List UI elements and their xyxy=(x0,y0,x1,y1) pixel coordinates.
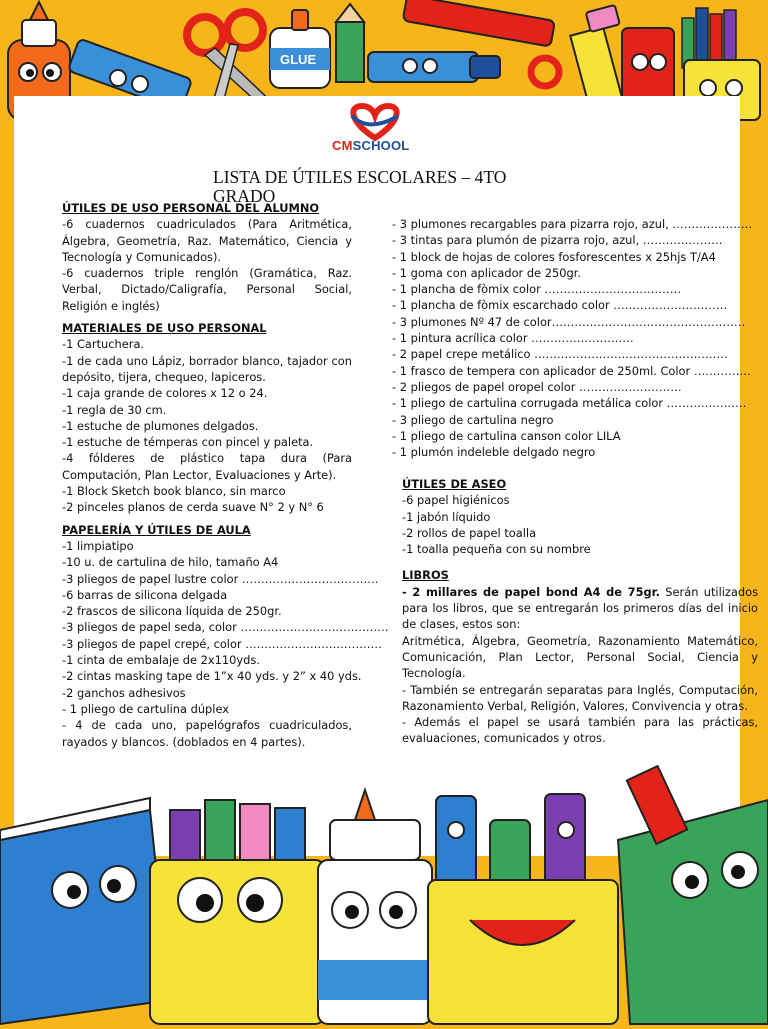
section-heading-libros: LIBROS xyxy=(402,568,449,583)
svg-text:GLUE: GLUE xyxy=(280,52,317,67)
libros-paragraph-3: - También se entregarán separatas para Inglés, Computación, Razonamiento Verbal, Religión, Valores, Convivencia y otras. xyxy=(402,682,758,713)
list-item: -2 frascos de silicona líquida de 250gr. xyxy=(62,604,282,619)
list-item: - 1 pliego de cartulina canson color LILA xyxy=(392,428,621,443)
list-item: -1 estuche de plumones delgados. xyxy=(62,418,259,433)
list-item: - 3 pliego de cartulina negro xyxy=(392,412,554,427)
list-item: -1 Block Sketch book blanco, sin marco xyxy=(62,484,286,499)
list-item: -1 estuche de témperas con pincel y paleta. xyxy=(62,435,314,450)
list-item: -2 pinceles planos de cerda suave N° 2 y N° 6 xyxy=(62,500,324,515)
list-item: - 1 plancha de fòmix escarchado color ………………………… xyxy=(392,298,728,313)
list-item: -1 caja grande de colores x 12 o 24. xyxy=(62,386,268,401)
right-column-list xyxy=(392,216,756,460)
pencil-character xyxy=(336,4,364,82)
list-item: -1 regla de 30 cm. xyxy=(62,402,167,417)
list-item: -6 papel higiénicos xyxy=(402,493,510,508)
school-supplies-bottom-illustration xyxy=(0,770,768,1024)
list-item: -6 cuadernos cuadriculados (Para Aritmética, Álgebra, Geometría, Raz. Matemático, Ciencia y Tecnología y Comunicados). xyxy=(62,217,352,264)
list-item: - 1 pintura acrílica color ……………………… xyxy=(392,331,634,346)
list-item: -3 pliegos de papel crepé, color ……………………………… xyxy=(62,636,382,651)
list-item: -2 cintas masking tape de 1”x 40 yds. y 2” x 40 yds. xyxy=(62,669,362,684)
book-character-right xyxy=(618,766,768,1024)
section-heading-papeleria: PAPELERÍA Y ÚTILES DE AULA xyxy=(62,522,251,537)
marker-box-character xyxy=(428,794,618,1024)
section-heading-personal: ÚTILES DE USO PERSONAL DEL ALUMNO xyxy=(62,201,320,215)
list-item: - 3 plumones recargables para pizarra rojo, azul, ………………… xyxy=(392,217,753,231)
list-item: -1 jabón líquido xyxy=(402,509,491,524)
list-item: -2 ganchos adhesivos xyxy=(62,685,186,700)
list-item: - 3 tintas para plumón de pizarra rojo, azul, ………………… xyxy=(392,233,723,248)
left-column xyxy=(62,200,389,750)
book-character-left xyxy=(0,798,170,1024)
list-item: -3 pliegos de papel lustre color ……………………………… xyxy=(62,571,379,586)
libros-bold-text: - 2 millares de papel bond A4 de 75gr. xyxy=(402,584,660,599)
libros-paragraph-4: - Además el papel se usará también para las prácticas, evaluaciones, comunicados y otros. xyxy=(402,715,758,746)
libros-paragraph-2: Aritmética, Álgebra, Geometría, Razonamiento Matemático, Comunicación, Plan Lector, Personal Social, Ciencia y Tecnología. xyxy=(402,633,758,681)
brand-name xyxy=(332,138,409,153)
section-heading-materiales: MATERIALES DE USO PERSONAL xyxy=(62,321,267,336)
list-item: -1 Cartuchera. xyxy=(62,337,145,352)
list-item: -6 cuadernos triple renglón (Gramática, Raz. Verbal, Dictado/Caligrafía, Personal Social, Religión e inglés) xyxy=(62,266,352,313)
list-item: - 1 pliego de cartulina corrugada metálica color ………………… xyxy=(392,396,747,411)
list-item: -2 rollos de papel toalla xyxy=(402,525,537,540)
bottom-decoration-frame xyxy=(0,770,768,1024)
page-title: LISTA DE ÚTILES ESCOLARES – 4TO GRADO xyxy=(213,167,507,206)
list-item: -4 fólderes de plástico tapa dura (Para Computación, Plan Lector, Evaluaciones y Arte). xyxy=(62,451,352,482)
list-item: - 1 plancha de fòmix color ……………………………… xyxy=(392,282,682,297)
list-item: - 1 plumón indeleble delgado negro xyxy=(392,445,596,460)
brand-school: SCHOOL xyxy=(352,138,410,153)
marker-character xyxy=(368,52,500,82)
libros-text: Serán utilizados para los libros, que se entregarán los primeros días del inicio de clases, estos son: xyxy=(402,584,758,632)
list-item: -6 barras de silicona delgada xyxy=(62,587,228,602)
list-item: - 1 frasco de tempera con aplicador de 250ml. Color …………… xyxy=(392,363,751,378)
crayon-box-character xyxy=(150,800,325,1024)
glue-bottle-character xyxy=(318,790,432,1024)
list-item: -3 pliegos de papel seda, color ………………………………… xyxy=(62,620,389,635)
list-item: -1 toalla pequeña con su nombre xyxy=(402,542,591,557)
right-column-sections xyxy=(402,476,758,747)
list-item: - 1 pliego de cartulina dúplex xyxy=(62,701,229,716)
list-item: -1 de cada uno Lápiz, borrador blanco, tajador con depósito, tijera, chequeo, lapiceros. xyxy=(62,353,352,384)
list-item: - 2 pliegos de papel oropel color ……………………… xyxy=(392,379,682,394)
libros-paragraph-1 xyxy=(402,584,758,633)
glue-stick-character xyxy=(270,10,330,88)
list-item: - 3 plumones Nº 47 de color…………………………………………… xyxy=(392,314,746,329)
list-item: - 1 goma con aplicador de 250gr. xyxy=(392,265,581,280)
section-heading-aseo: ÚTILES DE ASEO xyxy=(402,477,507,491)
list-item: - 2 papel crepe metálico …………………………………………… xyxy=(392,347,728,362)
list-item: - 4 de cada uno, papelógrafos cuadriculados, rayados y blancos. (doblados en 4 partes). xyxy=(62,718,352,749)
list-item: -1 cinta de embalaje de 2x110yds. xyxy=(62,653,260,668)
list-item: -1 limpiatipo xyxy=(62,538,134,553)
brand-cm: CM xyxy=(332,138,353,153)
list-item: - 1 block de hojas de colores fosforescentes x 25hjs T/A4 xyxy=(392,249,716,264)
list-item: -10 u. de cartulina de hilo, tamaño A4 xyxy=(62,555,279,570)
